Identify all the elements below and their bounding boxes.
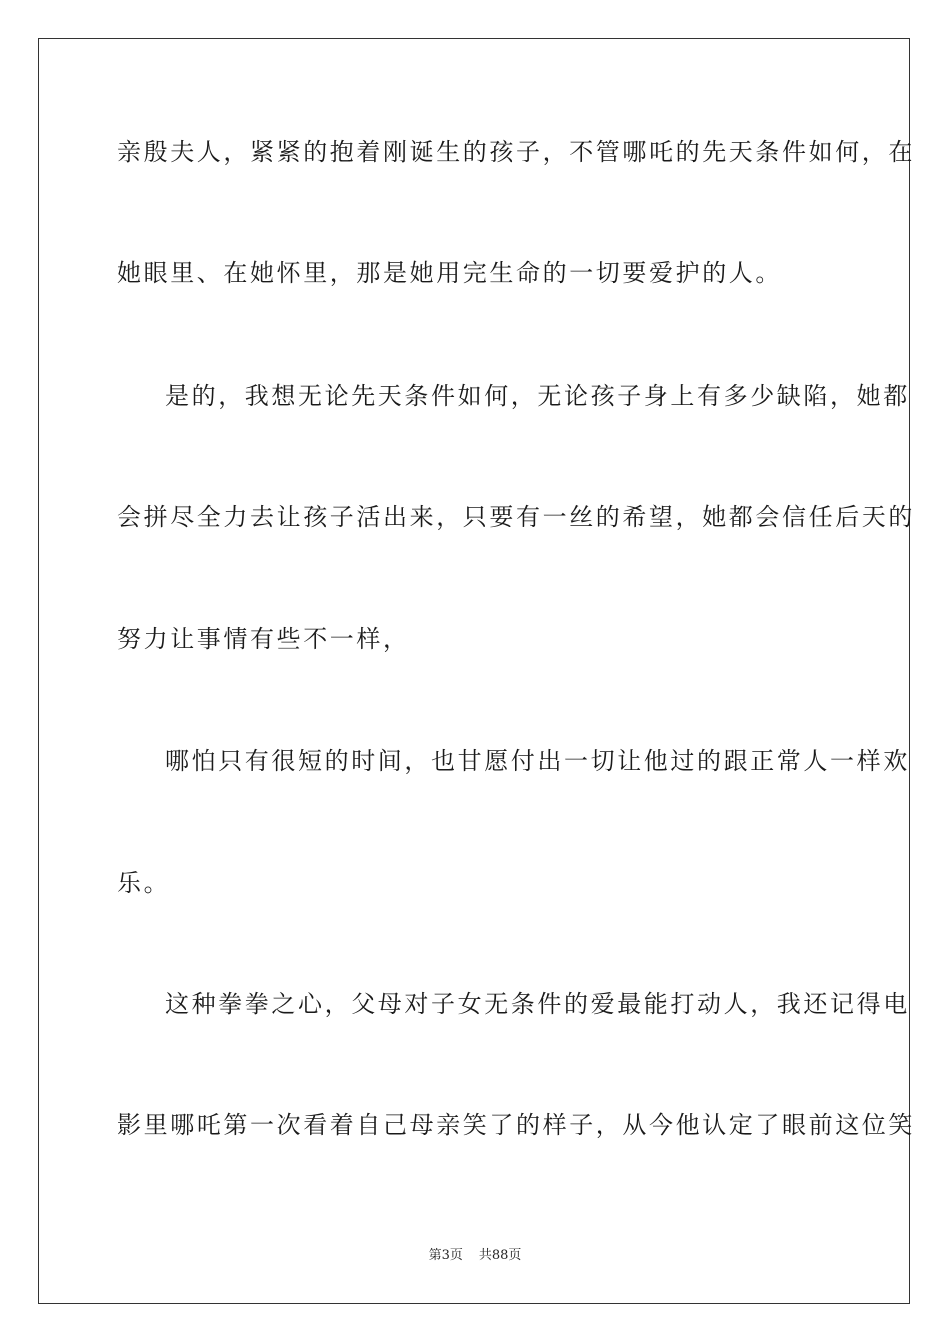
paragraph-start-line: 是的，我想无论先天条件如何，无论孩子身上有多少缺陷，她都 [165, 382, 910, 410]
body-text-line: 努力让事情有些不一样， [117, 625, 410, 653]
page-number: 第3页 [428, 1248, 463, 1263]
paragraph-start-line: 哪怕只有很短的时间，也甘愿付出一切让他过的跟正常人一样欢 [165, 747, 910, 775]
body-text-line: 亲殷夫人，紧紧的抱着刚诞生的孩子，不管哪吒的先天条件如何，在 [117, 138, 915, 166]
body-text-line: 影里哪吒第一次看着自己母亲笑了的样子，从今他认定了眼前这位笑 [117, 1111, 915, 1139]
page-footer [0, 1247, 950, 1265]
body-text-line: 乐。 [117, 869, 171, 897]
total-pages: 共88页 [478, 1248, 522, 1263]
body-text-line: 会拼尽全力去让孩子活出来，只要有一丝的希望，她都会信任后天的 [117, 503, 915, 531]
body-text-line: 她眼里、在她怀里，那是她用完生命的一切要爱护的人。 [117, 259, 782, 287]
paragraph-start-line: 这种拳拳之心，父母对子女无条件的爱最能打动人，我还记得电 [165, 990, 910, 1018]
